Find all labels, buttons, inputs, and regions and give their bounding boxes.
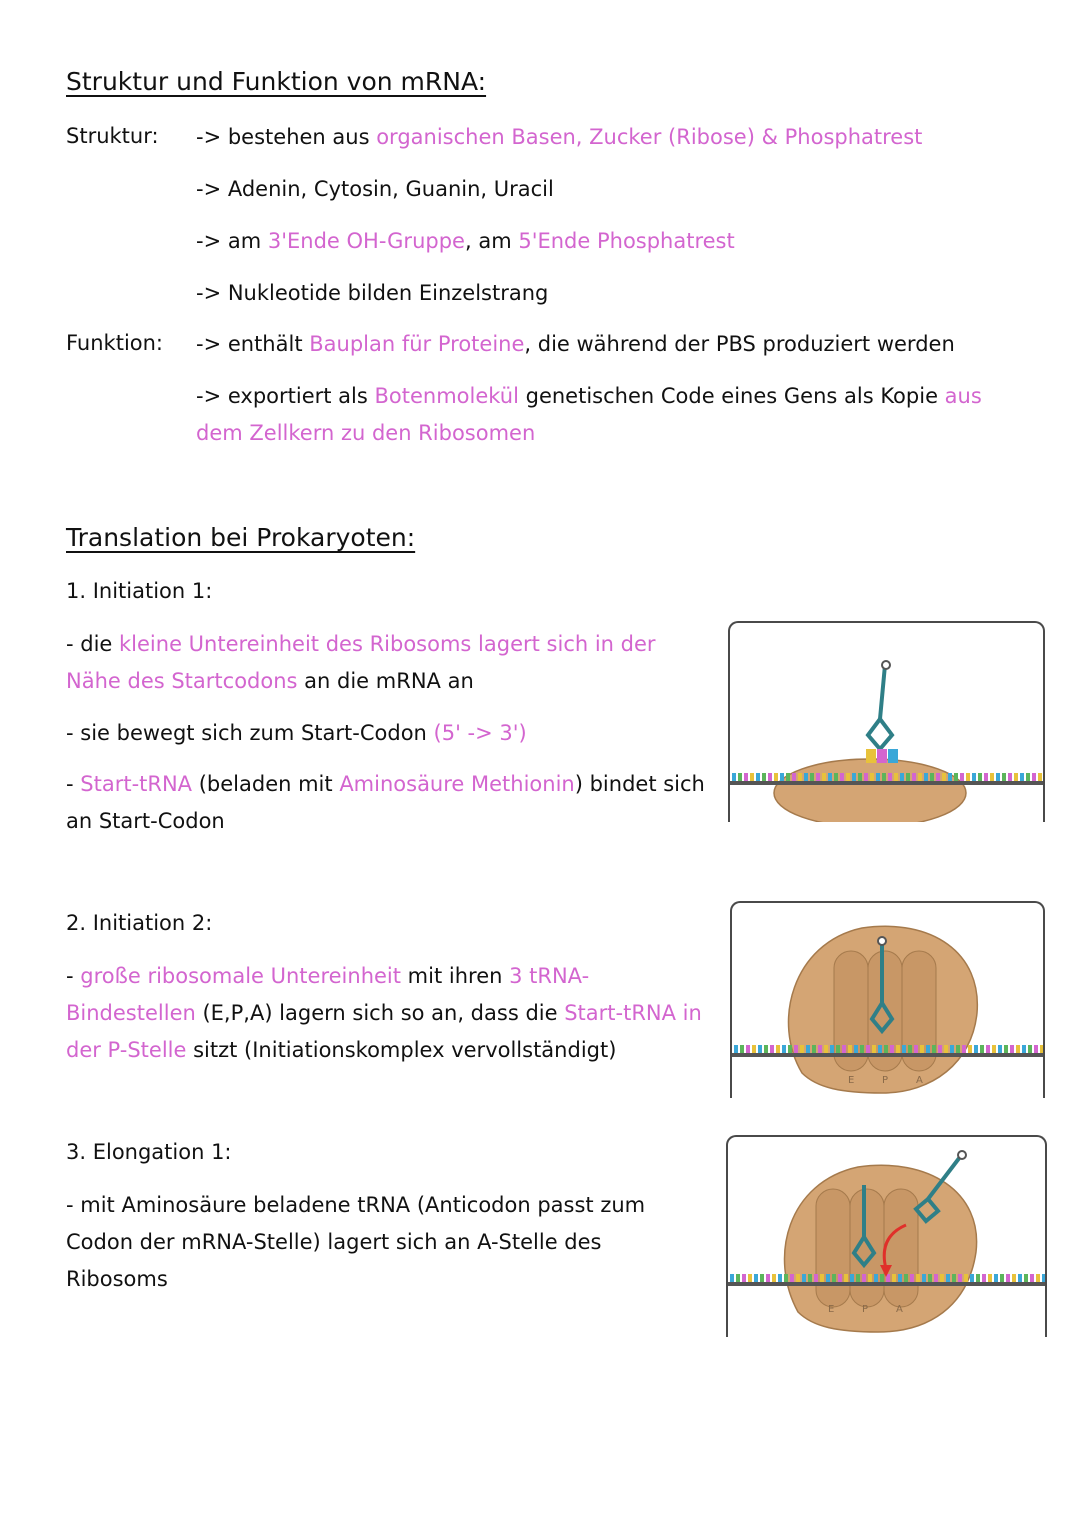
mrna-nucleotide <box>978 773 982 781</box>
mrna-nucleotide <box>786 773 790 781</box>
funktion-line-2: -> exportiert als Botenmolekül genetischen Code eines Gens als Kopie aus dem Zellkern zu den Ribosomen <box>196 384 982 445</box>
mrna-nucleotide <box>730 1274 734 1282</box>
mrna-nucleotide <box>792 773 796 781</box>
mrna-nucleotide <box>810 773 814 781</box>
mrna-nucleotide <box>932 1045 936 1053</box>
mrna-nucleotide <box>836 1045 840 1053</box>
mrna-nucleotide <box>866 1045 870 1053</box>
section-title-translation: Translation bei Prokaryoten: <box>66 523 416 552</box>
mrna-nucleotide <box>770 1045 774 1053</box>
mrna-nucleotide <box>1034 1045 1038 1053</box>
mrna-nucleotide <box>860 1045 864 1053</box>
mrna-nucleotide <box>1038 773 1042 781</box>
funktion-line-1: -> enthält Bauplan für Proteine, die während der PBS produziert werden <box>196 332 955 356</box>
mrna-nucleotide <box>1014 773 1018 781</box>
mrna-nucleotide <box>776 1045 780 1053</box>
mrna-nucleotide <box>754 1274 758 1282</box>
mrna-nucleotide <box>974 1045 978 1053</box>
mrna-nucleotide <box>842 1045 846 1053</box>
mrna-nucleotide <box>808 1274 812 1282</box>
mrna-nucleotide <box>746 1045 750 1053</box>
mrna-nucleotide <box>902 1045 906 1053</box>
mrna-nucleotide <box>830 1045 834 1053</box>
mrna-nucleotide <box>778 1274 782 1282</box>
mrna-nucleotide <box>848 1045 852 1053</box>
mrna-nucleotide <box>900 773 904 781</box>
mrna-nucleotide <box>874 1274 878 1282</box>
mrna-nucleotide <box>990 773 994 781</box>
mrna-nucleotide <box>1018 1274 1022 1282</box>
mrna-nucleotide <box>1036 1274 1040 1282</box>
mrna-nucleotide <box>816 773 820 781</box>
mrna-nucleotide <box>952 1274 956 1282</box>
mrna-nucleotide <box>916 1274 920 1282</box>
site-label-p: P <box>862 1304 869 1315</box>
struktur-line-4: -> Nukleotide bilden Einzelstrang <box>196 281 549 305</box>
mrna-nucleotide <box>844 1274 848 1282</box>
mrna-nucleotide <box>910 1274 914 1282</box>
mrna-nucleotide <box>814 1274 818 1282</box>
mrna-nucleotide <box>764 1045 768 1053</box>
mrna-nucleotide <box>968 1045 972 1053</box>
mrna-nucleotide <box>998 1045 1002 1053</box>
mrna-nucleotide <box>782 1045 786 1053</box>
mrna-nucleotide <box>958 1274 962 1282</box>
mrna-nucleotide <box>796 1274 800 1282</box>
ribosome-small-subunit-trna-illustration <box>730 623 1043 822</box>
mrna-nucleotide <box>1020 773 1024 781</box>
mrna-nucleotide <box>850 1274 854 1282</box>
mrna-nucleotide <box>908 1045 912 1053</box>
ribosome-initiation-figure <box>730 901 1045 1098</box>
site-label-a: A <box>916 1075 923 1086</box>
mrna-nucleotide <box>828 773 832 781</box>
mrna-nucleotide <box>852 773 856 781</box>
mrna-nucleotide <box>788 1045 792 1053</box>
step2-heading: 2. Initiation 2: <box>66 911 213 935</box>
mrna-nucleotide <box>1010 1045 1014 1053</box>
mrna-nucleotide <box>812 1045 816 1053</box>
mrna-nucleotide <box>1042 1274 1045 1282</box>
mrna-nucleotide <box>758 1045 762 1053</box>
struktur-label: Struktur: <box>66 124 159 148</box>
mrna-nucleotide <box>804 773 808 781</box>
mrna-nucleotide <box>756 773 760 781</box>
struktur-line-3: -> am 3'Ende OH-Gruppe, am 5'Ende Phosphatrest <box>196 229 735 253</box>
ribosome-initiation-complex-illustration <box>732 903 1043 1098</box>
mrna-nucleotide <box>882 773 886 781</box>
mrna-nucleotide <box>826 1274 830 1282</box>
step3-heading: 3. Elongation 1: <box>66 1140 232 1164</box>
mrna-nucleotide <box>772 1274 776 1282</box>
mrna-nucleotide <box>912 773 916 781</box>
mrna-nucleotide <box>734 1045 738 1053</box>
mrna-nucleotide <box>1002 773 1006 781</box>
mrna-nucleotide <box>1016 1045 1020 1053</box>
mrna-nucleotide <box>924 773 928 781</box>
step1-point-1: - die kleine Untereinheit des Ribosoms lagert sich in der Nähe des Startcodons an die mRNA an <box>66 632 656 693</box>
site-label-e: E <box>828 1304 835 1315</box>
mrna-nucleotide <box>966 773 970 781</box>
mrna-nucleotide <box>880 1274 884 1282</box>
mrna-nucleotide <box>822 773 826 781</box>
mrna-nucleotide <box>762 773 766 781</box>
mrna-nucleotide <box>870 773 874 781</box>
mrna-nucleotide <box>896 1045 900 1053</box>
mrna-nucleotide <box>988 1274 992 1282</box>
mrna-nucleotide <box>914 1045 918 1053</box>
mrna-nucleotide <box>986 1045 990 1053</box>
mrna-nucleotide <box>820 1274 824 1282</box>
mrna-nucleotide <box>942 773 946 781</box>
mrna-nucleotide <box>858 773 862 781</box>
mrna-nucleotide <box>790 1274 794 1282</box>
mrna-nucleotide <box>948 773 952 781</box>
mrna-nucleotide <box>760 1274 764 1282</box>
mrna-nucleotide <box>922 1274 926 1282</box>
step1-point-2: - sie bewegt sich zum Start-Codon (5' -> 3') <box>66 721 527 745</box>
mrna-nucleotide <box>1032 773 1036 781</box>
mrna-nucleotide <box>832 1274 836 1282</box>
step3-point-1: - mit Aminosäure beladene tRNA (Anticodon passt zum Codon der mRNA-Stelle) lagert sich an A-Stelle des Ribosoms <box>66 1193 646 1291</box>
struktur-line-2: -> Adenin, Cytosin, Guanin, Uracil <box>196 177 554 201</box>
mrna-nucleotide <box>970 1274 974 1282</box>
mrna-nucleotide <box>1000 1274 1004 1282</box>
mrna-nucleotide <box>946 1274 950 1282</box>
mrna-nucleotide <box>732 773 736 781</box>
mrna-nucleotide <box>798 773 802 781</box>
mrna-nucleotide <box>996 773 1000 781</box>
mrna-nucleotide <box>938 1045 942 1053</box>
mrna-nucleotide <box>824 1045 828 1053</box>
mrna-nucleotide <box>904 1274 908 1282</box>
mrna-nucleotide <box>780 773 784 781</box>
mrna-nucleotide <box>840 773 844 781</box>
mrna-nucleotide <box>964 1274 968 1282</box>
mrna-nucleotide <box>800 1045 804 1053</box>
mrna-nucleotide <box>962 1045 966 1053</box>
mrna-nucleotide <box>856 1274 860 1282</box>
mrna-nucleotide <box>980 1045 984 1053</box>
mrna-nucleotide <box>768 773 772 781</box>
mrna-nucleotide <box>1030 1274 1034 1282</box>
mrna-nucleotide <box>1026 773 1030 781</box>
mrna-nucleotide <box>1040 1045 1043 1053</box>
mrna-nucleotide <box>1012 1274 1016 1282</box>
mrna-nucleotide <box>940 1274 944 1282</box>
mrna-nucleotide <box>742 1274 746 1282</box>
mrna-nucleotide <box>888 773 892 781</box>
mrna-nucleotide <box>748 1274 752 1282</box>
mrna-nucleotide <box>766 1274 770 1282</box>
mrna-nucleotide <box>1008 773 1012 781</box>
mrna-nucleotide <box>1024 1274 1028 1282</box>
mrna-nucleotide <box>926 1045 930 1053</box>
mrna-nucleotide <box>992 1045 996 1053</box>
mrna-nucleotide <box>930 773 934 781</box>
funktion-label: Funktion: <box>66 331 164 355</box>
mrna-nucleotide <box>894 773 898 781</box>
mrna-nucleotide <box>934 1274 938 1282</box>
mrna-nucleotide <box>920 1045 924 1053</box>
mrna-nucleotide <box>898 1274 902 1282</box>
ribosome-small-subunit-figure <box>728 621 1045 822</box>
mrna-nucleotide <box>1004 1045 1008 1053</box>
mrna-nucleotide <box>738 773 742 781</box>
ribosome-elongation-figure <box>726 1135 1047 1337</box>
mrna-nucleotide <box>740 1045 744 1053</box>
mrna-nucleotide <box>750 773 754 781</box>
mrna-nucleotide <box>890 1045 894 1053</box>
mrna-nucleotide <box>994 1274 998 1282</box>
mrna-nucleotide <box>834 773 838 781</box>
mrna-nucleotide <box>752 1045 756 1053</box>
section-title-mrna: Struktur und Funktion von mRNA: <box>66 67 487 96</box>
mrna-nucleotide <box>744 773 748 781</box>
ribosome-elongation-illustration <box>728 1137 1045 1337</box>
mrna-nucleotide <box>1022 1045 1026 1053</box>
mrna-nucleotide <box>950 1045 954 1053</box>
mrna-nucleotide <box>884 1045 888 1053</box>
step2-point-1: - große ribosomale Untereinheit mit ihren 3 tRNA-Bindestellen (E,P,A) lagern sich so an, dass die Start-tRNA in der P-Stelle sitzt (Initiationskomplex vervollständigt) <box>66 964 702 1062</box>
mrna-nucleotide <box>872 1045 876 1053</box>
mrna-nucleotide <box>984 773 988 781</box>
mrna-nucleotide <box>936 773 940 781</box>
mrna-nucleotide <box>854 1045 858 1053</box>
mrna-nucleotide <box>784 1274 788 1282</box>
mrna-nucleotide <box>960 773 964 781</box>
mrna-nucleotide <box>918 773 922 781</box>
site-label-p: P <box>882 1075 889 1086</box>
mrna-nucleotide <box>892 1274 896 1282</box>
mrna-nucleotide <box>944 1045 948 1053</box>
mrna-nucleotide <box>862 1274 866 1282</box>
mrna-nucleotide <box>864 773 868 781</box>
mrna-nucleotide <box>976 1274 980 1282</box>
mrna-nucleotide <box>982 1274 986 1282</box>
step1-point-3: - Start-tRNA (beladen mit Aminosäure Methionin) bindet sich an Start-Codon <box>66 772 705 833</box>
mrna-nucleotide <box>794 1045 798 1053</box>
mrna-nucleotide <box>1028 1045 1032 1053</box>
mrna-nucleotide <box>878 1045 882 1053</box>
mrna-nucleotide <box>802 1274 806 1282</box>
mrna-nucleotide <box>906 773 910 781</box>
mrna-nucleotide <box>956 1045 960 1053</box>
step1-heading: 1. Initiation 1: <box>66 579 213 603</box>
mrna-nucleotide <box>954 773 958 781</box>
mrna-nucleotide <box>736 1274 740 1282</box>
site-label-a: A <box>896 1304 903 1315</box>
mrna-nucleotide <box>806 1045 810 1053</box>
site-label-e: E <box>848 1075 855 1086</box>
mrna-nucleotide <box>876 773 880 781</box>
mrna-nucleotide <box>774 773 778 781</box>
mrna-nucleotide <box>818 1045 822 1053</box>
mrna-nucleotide <box>868 1274 872 1282</box>
struktur-line-1: -> bestehen aus organischen Basen, Zucker (Ribose) & Phosphatrest <box>196 125 923 149</box>
mrna-nucleotide <box>1006 1274 1010 1282</box>
mrna-nucleotide <box>838 1274 842 1282</box>
mrna-nucleotide <box>846 773 850 781</box>
mrna-nucleotide <box>972 773 976 781</box>
mrna-nucleotide <box>928 1274 932 1282</box>
